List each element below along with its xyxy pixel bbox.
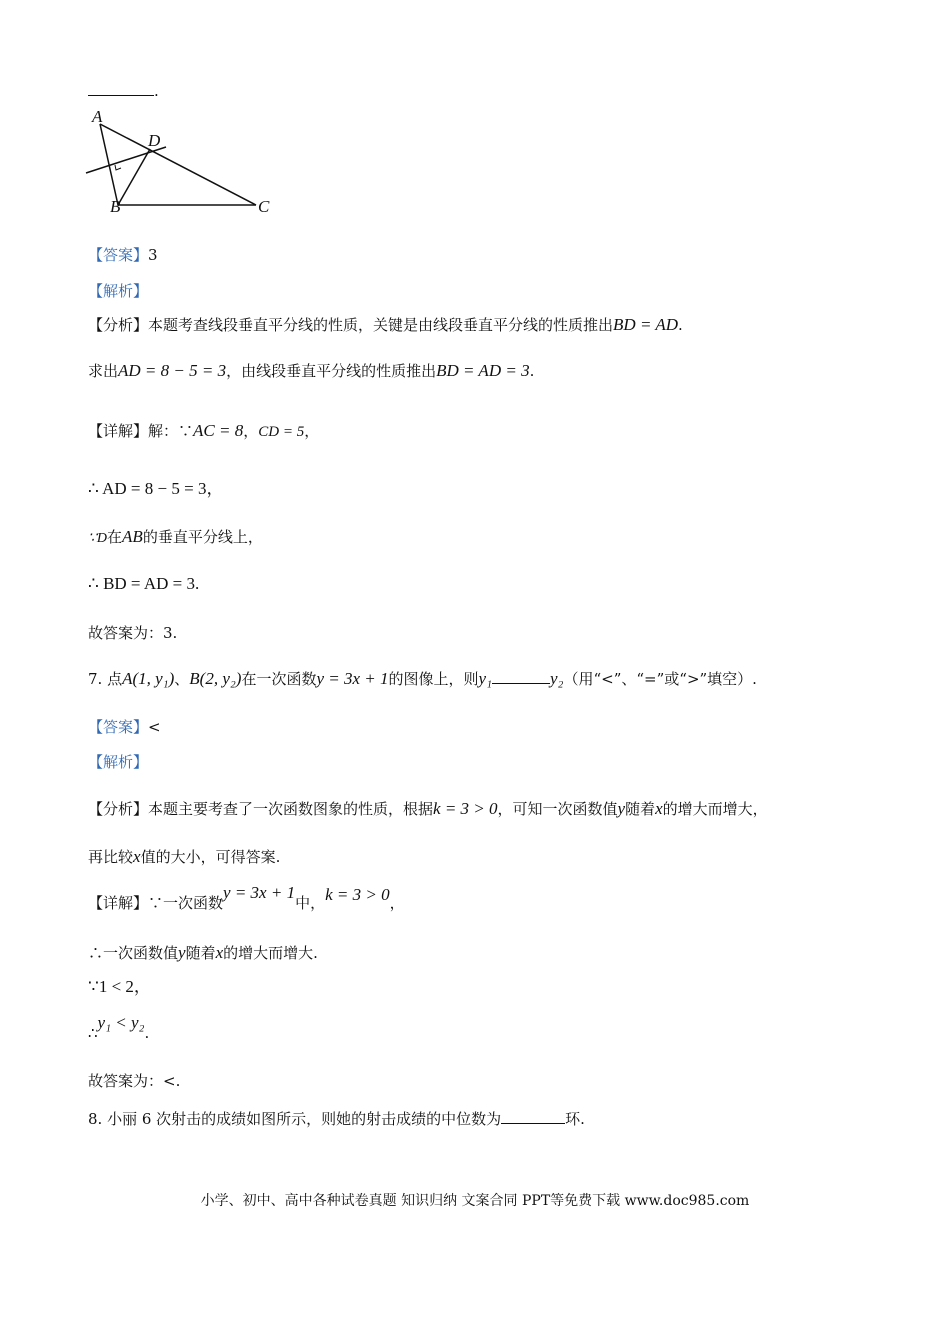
math-expr: CD = 5: [258, 424, 305, 440]
label-b: B: [110, 197, 121, 216]
text: 本题主要考查了一次函数图象的性质，根据: [148, 800, 434, 818]
q6-answer: [88, 244, 158, 266]
answer-blank: [88, 81, 154, 96]
math-expr: BD = AD = 3: [436, 361, 530, 380]
xiangjie-tag: 【详解】: [88, 422, 149, 440]
answer-value: <: [148, 718, 161, 736]
math-var: x: [655, 799, 663, 818]
fenxi-tag: 【分析】: [88, 800, 149, 818]
q7-conclusion: 故答案为：<.: [88, 1072, 181, 1090]
text: 在: [107, 528, 123, 546]
xiangjie-tag: 【详解】: [88, 894, 149, 912]
text: 中，: [295, 894, 326, 912]
text: 随着: [625, 800, 656, 818]
text: ，可知一次函数值: [497, 800, 618, 818]
analysis-tag: 【解析】: [88, 753, 149, 771]
punct: ，: [304, 422, 320, 440]
math-expr: BD = AD: [613, 315, 679, 334]
text: ，由线段垂直平分线的性质推出: [226, 362, 437, 380]
label-a: A: [92, 107, 103, 126]
math-var: x: [215, 943, 224, 962]
math-expr: AB: [122, 527, 143, 546]
math-var: y: [617, 799, 626, 818]
math-expr: y₁ < y₂: [97, 1013, 145, 1032]
page-footer: 小学、初中、高中各种试卷真题 知识归纳 文案合同 PPT等免费下载 www.doc985.com: [200, 1193, 750, 1209]
point-b: B(2, y₂): [189, 669, 242, 688]
q7-analysis-heading: [88, 751, 148, 773]
q6-qiuchu: [88, 360, 534, 382]
text: （用“<”、“=”或“>”填空）.: [563, 670, 757, 688]
q6-answer-blank-line: [88, 80, 159, 102]
text: 再比较: [88, 848, 134, 866]
answer-blank: [501, 1109, 565, 1124]
label-c: C: [258, 197, 270, 216]
fenxi-text: 本题考查线段垂直平分线的性质，关键是由线段垂直平分线的性质推出: [148, 316, 614, 334]
text: 随着: [185, 944, 216, 962]
math-var: x: [133, 847, 141, 866]
text: 在一次函数: [241, 670, 317, 688]
q6-step1: ∴ AD = 8 − 5 = 3，: [88, 479, 224, 498]
punct: .: [529, 362, 535, 380]
text: 的垂直平分线上，: [142, 528, 263, 546]
q6-xiangjie: [88, 420, 319, 443]
q7-step3: [88, 1013, 150, 1044]
punct: 、: [174, 670, 190, 688]
math-expr: k = 3 > 0: [433, 799, 498, 818]
q6-fenxi: [88, 314, 683, 336]
text: ∴: [88, 1024, 98, 1042]
label-d: D: [148, 131, 161, 150]
q8-question: [88, 1108, 585, 1130]
q7-step2: ∵1 < 2，: [88, 977, 151, 996]
text: 解：∵: [148, 422, 194, 440]
question-number: 7. 点: [88, 670, 123, 688]
segment-ab: [100, 124, 118, 205]
text: ∵一次函数: [148, 894, 224, 912]
punct: ，: [389, 894, 405, 912]
text: 8. 小丽 6 次射击的成绩如图所示，则她的射击成绩的中位数为: [88, 1110, 502, 1128]
math-expr: AD = 8 − 5 = 3: [118, 361, 227, 380]
q7-fenxi: [88, 798, 768, 820]
math-expr: y₂: [550, 669, 564, 688]
point-a: A(1, y₁): [122, 669, 175, 688]
analysis-tag: 【解析】: [88, 282, 149, 300]
text: 环.: [565, 1110, 585, 1128]
answer-tag: 【答案】: [88, 246, 149, 264]
math-expr: ∵D: [88, 531, 108, 546]
answer-blank: [492, 669, 550, 684]
q7-fenxi-cont: [88, 846, 280, 868]
function-expr: y = 3x + 1: [316, 669, 389, 688]
right-angle-mark: [115, 165, 121, 170]
fenxi-tag: 【分析】: [88, 316, 149, 334]
text: ∴一次函数值: [88, 944, 179, 962]
text: 的图像上，则: [388, 670, 479, 688]
q6-step3: ∴ BD = AD = 3.: [88, 574, 200, 593]
answer-tag: 【答案】: [88, 718, 149, 736]
punct: ，: [243, 422, 259, 440]
q7-step1: [88, 942, 318, 964]
math-expr: AC = 8: [193, 421, 244, 440]
text: 求出: [88, 362, 119, 380]
q6-step2: [88, 526, 263, 550]
text: 的增大而增大，: [662, 800, 768, 818]
function-expr: y = 3x + 1: [223, 883, 296, 902]
trailing-period: .: [154, 82, 159, 100]
perpendicular-bisector: [86, 147, 166, 173]
q7-question: [88, 668, 757, 690]
segment-ac: [100, 124, 256, 205]
math-expr: y₁: [478, 669, 492, 688]
q6-analysis-heading: [88, 280, 148, 302]
answer-value: 3: [148, 246, 158, 264]
punct: .: [678, 316, 683, 334]
q7-answer: [88, 716, 161, 738]
math-var: y: [178, 943, 186, 962]
text: 值的大小，可得答案.: [140, 848, 281, 866]
q7-xiangjie: [88, 883, 405, 914]
math-expr: k = 3 > 0: [325, 885, 390, 904]
q6-conclusion: 故答案为：3.: [88, 624, 178, 642]
text: 的增大而增大.: [223, 944, 318, 962]
punct: .: [144, 1024, 150, 1042]
triangle-figure: [80, 104, 280, 219]
